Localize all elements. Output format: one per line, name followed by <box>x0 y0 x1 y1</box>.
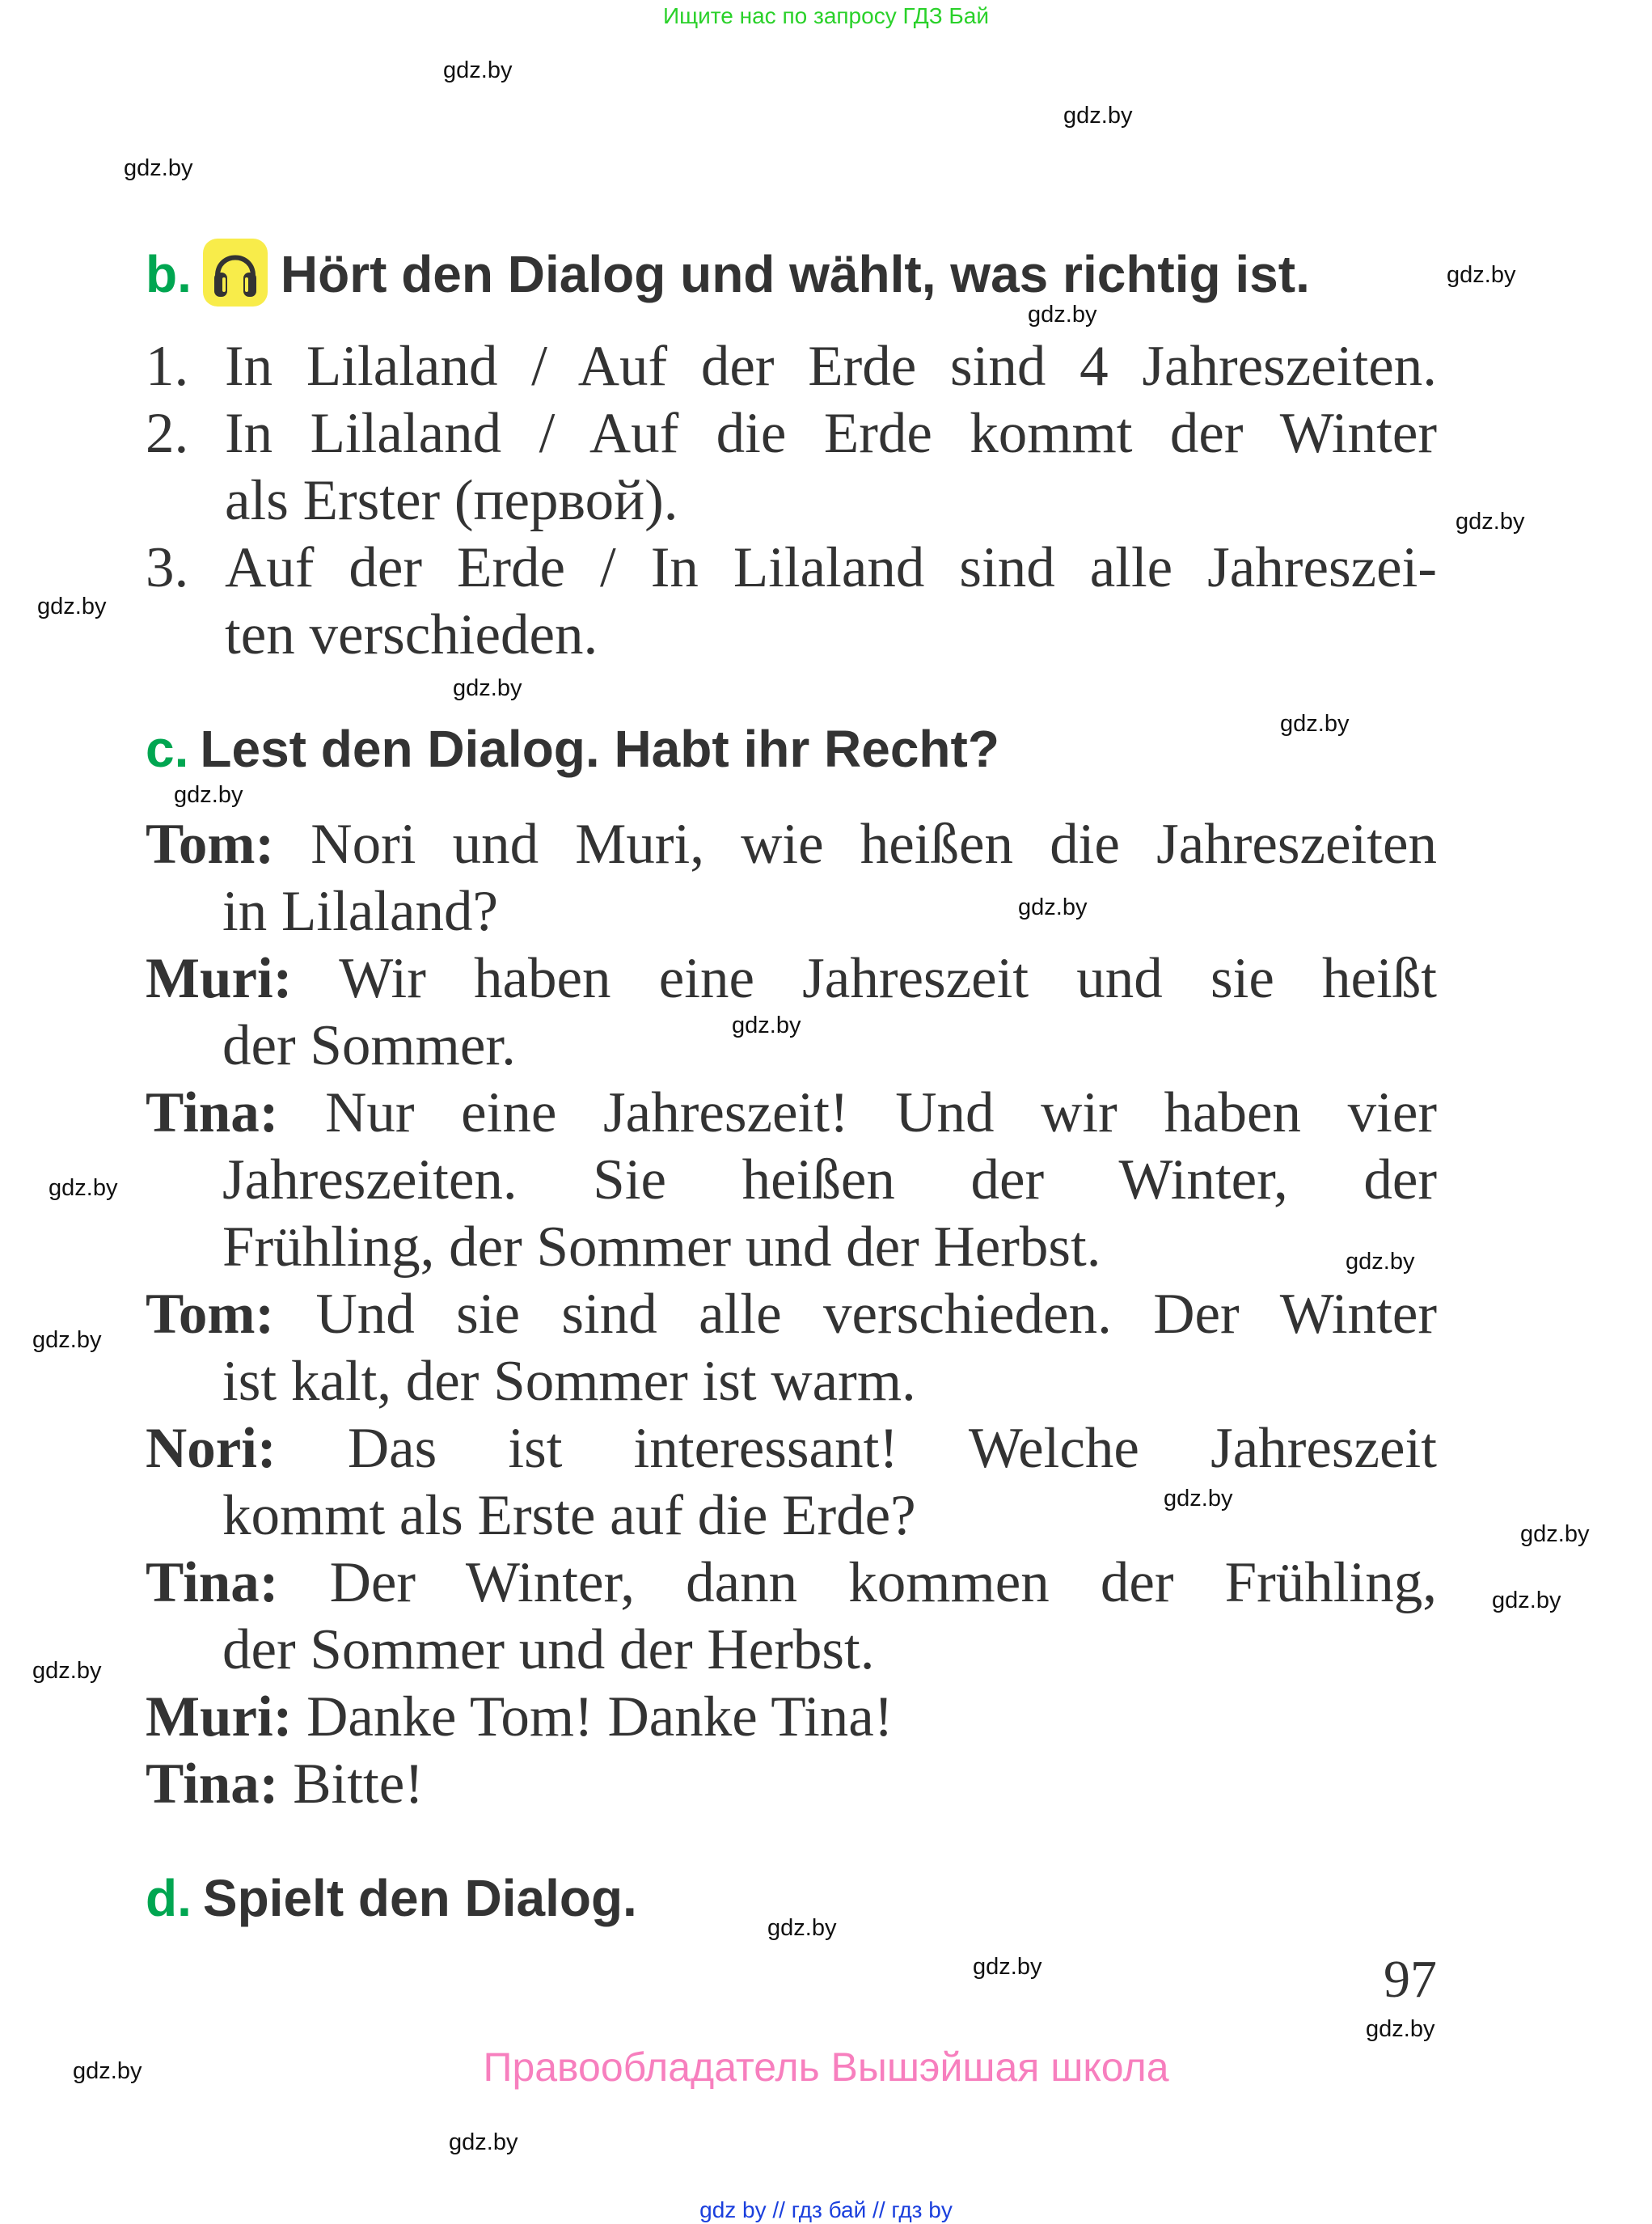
watermark: gdz.by <box>174 782 243 808</box>
watermark: gdz.by <box>1164 1486 1233 1512</box>
item-text: In Lilaland / Auf die Erde kommt der Winter <box>225 402 1437 465</box>
task-b-heading <box>146 239 1310 307</box>
item-number: 2. <box>146 402 189 465</box>
watermark: gdz.by <box>767 1915 837 1941</box>
watermark: gdz.by <box>1280 711 1350 737</box>
watermark: gdz.by <box>49 1175 118 1201</box>
speaker: Tom: <box>146 813 275 876</box>
speaker: Muri: <box>146 947 293 1010</box>
task-letter: c. <box>146 720 189 778</box>
watermark: gdz.by <box>1346 1249 1415 1275</box>
speaker: Nori: <box>146 1417 277 1480</box>
dialog-continuation: ist kalt, der Sommer ist warm. <box>222 1350 916 1413</box>
item-number: 1. <box>146 335 189 398</box>
headphones-icon[interactable] <box>203 239 268 307</box>
watermark: gdz.by <box>1366 2016 1435 2042</box>
dialog-line <box>146 1683 1437 1751</box>
watermark: gdz.by <box>37 594 107 619</box>
watermark: gdz.by <box>449 2129 518 2155</box>
list-item <box>146 400 1437 467</box>
dialog-text: Nur eine Jahreszeit! Und wir haben vier <box>325 1081 1438 1144</box>
watermark: gdz.by <box>73 2058 142 2084</box>
watermark: gdz.by <box>1492 1588 1561 1613</box>
speaker: Tina: <box>146 1081 279 1144</box>
watermark: gdz.by <box>1018 894 1088 920</box>
watermark: gdz.by <box>1028 302 1097 328</box>
watermark: gdz.by <box>1456 509 1525 535</box>
dialog-line <box>146 1414 1437 1482</box>
dialog-continuation: der Sommer. <box>222 1014 516 1077</box>
item-number: 3. <box>146 536 189 599</box>
speaker: Muri: <box>146 1685 293 1748</box>
dialog-continuation: Frühling, der Sommer und der Herbst. <box>222 1216 1101 1279</box>
bottom-links[interactable]: gdz by // гдз бай // гдз by <box>699 2197 953 2222</box>
watermark: gdz.by <box>453 675 522 701</box>
watermark: gdz.by <box>1520 1521 1590 1547</box>
dialog-text: Danke Tom! Danke Tina! <box>306 1685 894 1748</box>
task-c-heading <box>146 717 999 781</box>
item-text: In Lilaland / Auf der Erde sind 4 Jahreszeiten. <box>225 335 1437 398</box>
task-title: Spielt den Dialog. <box>202 1869 637 1927</box>
watermark: gdz.by <box>973 1954 1042 1980</box>
dialog-continuation: der Sommer und der Herbst. <box>222 1618 875 1681</box>
list-item-continuation: als Erster (первой). <box>225 469 678 532</box>
dialog-continuation: kommt als Erste auf die Erde? <box>222 1484 916 1547</box>
watermark: gdz.by <box>732 1013 801 1038</box>
dialog-text: Wir haben eine Jahreszeit und sie heißt <box>339 947 1437 1010</box>
item-text: Auf der Erde / In Lilaland sind alle Jahreszei- <box>225 536 1437 599</box>
watermark: gdz.by <box>32 1658 102 1684</box>
task-letter: b. <box>146 245 192 303</box>
top-banner[interactable]: Ищите нас по запросу ГДЗ Бай <box>662 3 990 28</box>
task-title: Lest den Dialog. Habt ihr Recht? <box>200 720 999 778</box>
dialog-line <box>146 1750 1437 1818</box>
dialog-line <box>146 1280 1437 1348</box>
task-d-heading <box>146 1866 637 1930</box>
dialog-text: Das ist interessant! Welche Jahreszeit <box>347 1417 1437 1480</box>
task-title: Hört den Dialog und wählt, was richtig ist. <box>280 245 1310 303</box>
dialog-line <box>146 1549 1437 1617</box>
list-item <box>146 534 1437 602</box>
dialog-text: Der Winter, dann kommen der Frühling, <box>329 1551 1437 1614</box>
watermark: gdz.by <box>443 57 513 83</box>
dialog-text: Und sie sind alle verschieden. Der Winter <box>315 1283 1438 1346</box>
copyright-notice: Правообладатель Вышэйшая школа <box>483 2044 1169 2090</box>
dialog-text: Bitte! <box>293 1753 424 1816</box>
speaker: Tina: <box>146 1551 279 1614</box>
list-item <box>146 332 1437 400</box>
speaker: Tom: <box>146 1283 275 1346</box>
dialog-line <box>146 810 1437 878</box>
dialog-text: Nori und Muri, wie heißen die Jahreszeiten <box>311 813 1438 876</box>
watermark: gdz.by <box>32 1327 102 1353</box>
watermark: gdz.by <box>124 155 193 181</box>
list-item-continuation: ten verschieden. <box>225 603 598 666</box>
page-number: 97 <box>1384 1950 1437 2009</box>
dialog-continuation: in Lilaland? <box>222 880 499 943</box>
dialog-line <box>146 1079 1437 1147</box>
speaker: Tina: <box>146 1753 279 1816</box>
dialog-continuation: Jahreszeiten. Sie heißen der Winter, der <box>222 1148 1437 1211</box>
dialog-line <box>146 945 1437 1013</box>
task-letter: d. <box>146 1869 192 1927</box>
watermark: gdz.by <box>1447 262 1516 288</box>
watermark: gdz.by <box>1063 103 1133 129</box>
